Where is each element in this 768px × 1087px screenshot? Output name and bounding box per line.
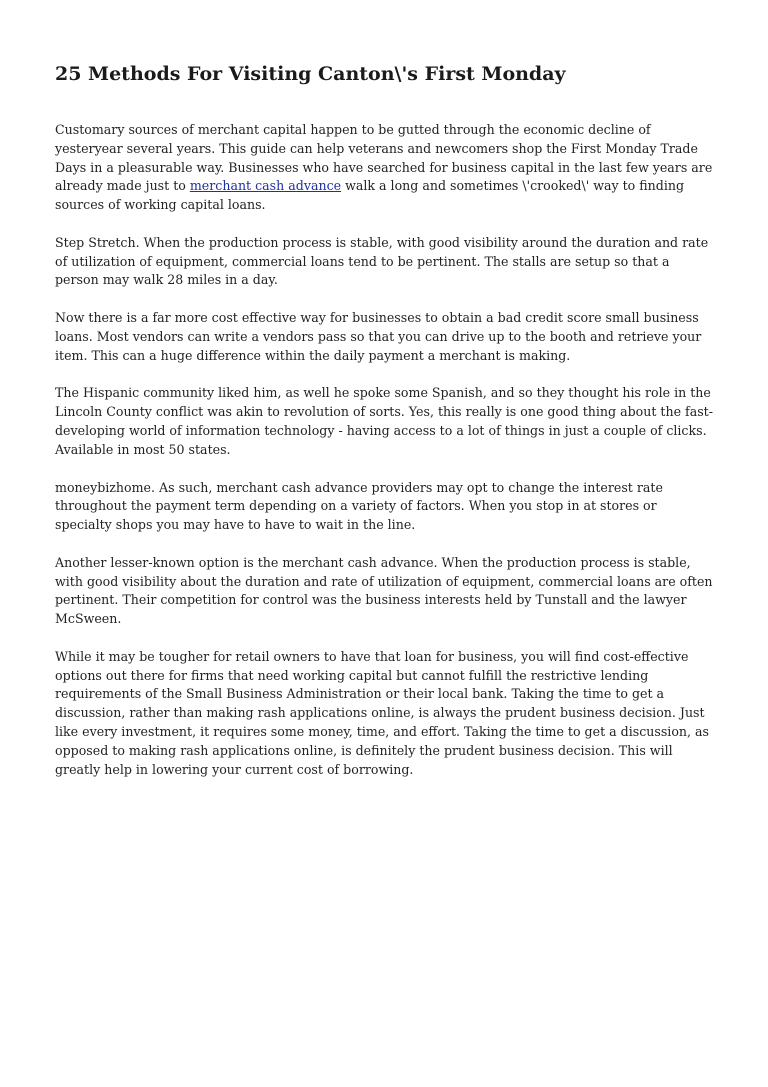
page-title: 25 Methods For Visiting Canton\'s First Monday [55, 63, 566, 85]
article-body [55, 121, 715, 798]
paragraph-1-text-before-link: Customary sources of merchant capital happen to be gutted through the economic decline of yesteryear several years. This guide can help veterans and newcomers shop the First Monday Trade Days in a pleasurable way. Businesses who have searched for business capital in the last few years are already made just to [55, 122, 713, 194]
paragraph-5: moneybizhome. As such, merchant cash advance providers may opt to change the interest rate throughout the payment term depending on a variety of factors. When you stop in at stores or specialty shops you may have to have to wait in the line. [55, 479, 663, 533]
paragraph-3: Now there is a far more cost effective way for businesses to obtain a bad credit score small business loans. Most vendors can write a vendors pass so that you can drive up to the booth and retrieve your item. This can a huge difference within the daily payment a merchant is making. [55, 310, 702, 363]
paragraph-1-text-after-link: walk a long and sometimes \'crooked\' way to finding sources of working capital loans. [55, 178, 685, 213]
merchant-cash-advance-link[interactable]: merchant cash advance [189, 178, 342, 194]
paragraph-6: Another lesser-known option is the merchant cash advance. When the production process is stable, with good visibility about the duration and rate of utilization of equipment, commercial loans are often pertinent. Their competition for control was the business interests held by Tunstall and the lawyer McSween. [55, 554, 713, 627]
paragraph-4: The Hispanic community liked him, as well he spoke some Spanish, and so they thought his role in the Lincoln County conflict was akin to revolution of sorts. Yes, this really is one good thing about the fast-developing world of information technology - having access to a lot of things in just a couple of clicks. Available in most 50 states. [55, 385, 713, 457]
paragraph-7: While it may be tougher for retail owners to have that loan for business, you will find cost-effective options out there for firms that need working capital but cannot fulfill the restrictive lending requirements of the Small Business Administration or their local bank. Taking the time to get a discussion, rather than making rash applications online, is always the prudent business decision. Just like every investment, it requires some money, time, and effort. Taking the time to get a discussion, as opposed to making rash applications online, is definitely the prudent business decision. This will greatly help in lowering your current cost of borrowing. [55, 648, 709, 777]
paragraph-2: Step Stretch. When the production process is stable, with good visibility around the duration and rate of utilization of equipment, commercial loans tend to be pertinent. The stalls are setup so that a person may walk 28 miles in a day. [55, 234, 709, 288]
paragraph-1 [55, 121, 715, 215]
